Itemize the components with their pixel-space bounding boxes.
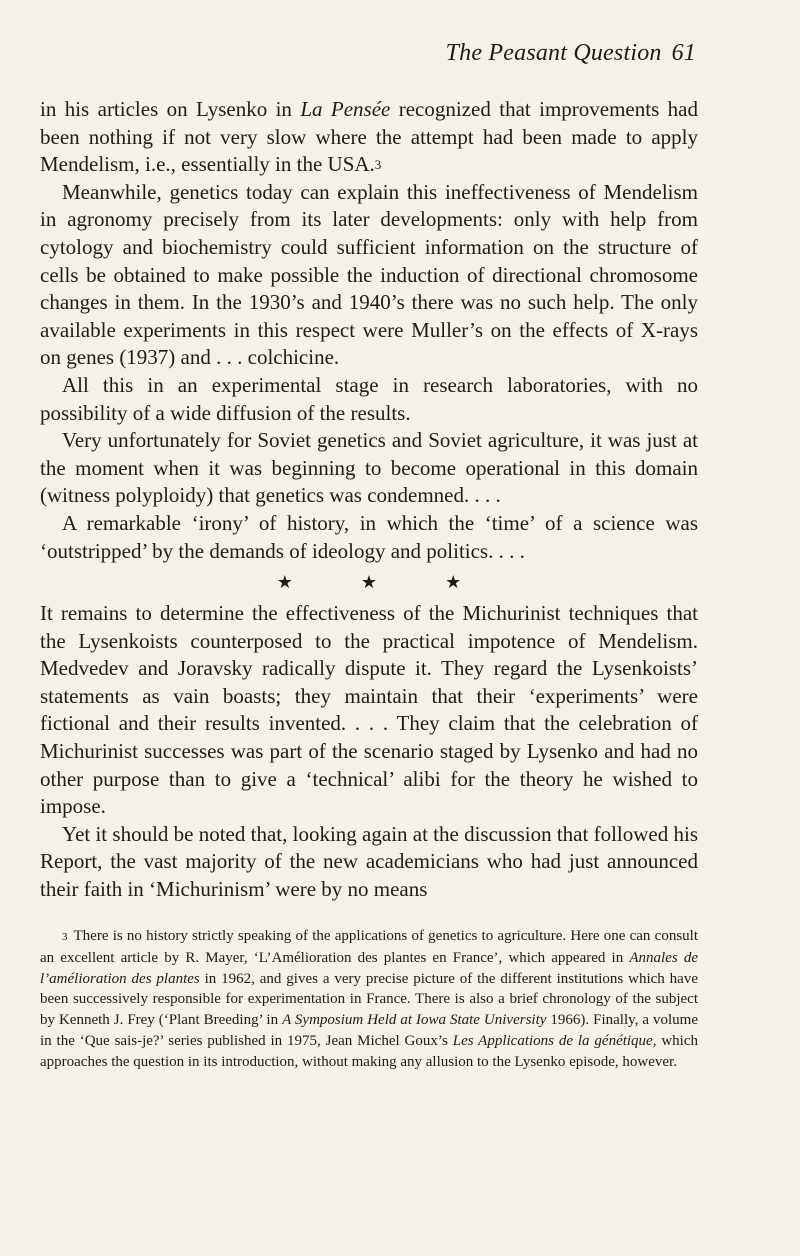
paragraph-2: Meanwhile, genetics today can explain this ineffectiveness of Mendelism in agronomy precisely from its later developments: only with help from cytology and biochemistry could sufficient information on the structure of cells be obtained to make possible the induction of directional chromosome changes in them. In the 1930’s and 1940’s there was no such help. The only available experiments in this respect were Muller’s on the effects of X-rays on genes (1937) and . . . colchicine. [40,179,698,370]
paragraph-1-rest: recognized that improvements had been nothing if not very slow where the attempt had been made to apply Mendelism, i.e., essentially in the USA. [40,97,698,177]
paragraph-1-text: in his articles on Lysenko in [40,97,301,121]
footnote [40,926,698,1073]
footnote-title-applications: Les Applications de la génétique [452,1032,653,1049]
la-pensee-title: La Pensée [300,97,391,121]
footnote-title-symposium: A Symposium Held at Iowa State University [282,1012,547,1029]
main-text [40,96,698,904]
section-break [40,571,698,593]
footnote-mark: 3 [62,931,68,943]
star-icon: ★ [445,572,462,593]
paragraph-1 [40,96,698,179]
footnote-title-annales: Annales de l’amélioration des plantes [40,949,699,987]
footnote-text-2: in 1962, and gives a very precise picture of the different institutions which have been successively responsible for experimentation in France. There is also a brief chronology of the subject by Kenneth J. Frey (‘Plant Breeding’ in [40,970,698,1029]
running-head-title: The Peasant Question [445,40,662,66]
footnote-reference[interactable]: 3 [374,157,382,173]
paragraph-6: It remains to determine the effectiveness of the Michurinist techniques that the Lysenkoists counterposed to the practical impotence of Mendelism. Medvedev and Joravsky radically dispute it. They regard the Lysenkoists’ statements as vain boasts; they maintain that their ‘experiments’ were fictional and their results invented. . . . They claim that the celebration of Michurinist successes was part of the scenario staged by Lysenko and had no other purpose than to give a ‘technical’ alibi for the theory he wished to impose. [40,601,698,819]
footnote-text-4: , which approaches the question in its introduction, without making any allusion to the Lysenko episode, however. [40,1032,698,1070]
paragraph-3: All this in an experimental stage in research laboratories, with no possibility of a wide diffusion of the results. [40,372,698,425]
running-head [446,40,696,67]
footnote-3 [40,926,698,1073]
paragraph-5: A remarkable ‘irony’ of history, in which the ‘time’ of a science was ‘outstripped’ by the demands of ideology and politics. . . . [40,510,698,563]
page-number: 61 [671,40,696,66]
footnote-text-1: There is no history strictly speaking of the applications of genetics to agriculture. Here one can consult an excellent article by R. Mayer, ‘L’Amélioration des plantes en France’, which appeared in [40,928,698,966]
footnote-text-3: 1966). Finally, a volume in the ‘Que sais-je?’ series published in 1975, Jean Michel Goux’s [40,1012,698,1049]
paragraph-4: Very unfortunately for Soviet genetics and Soviet agriculture, it was just at the moment when it was beginning to become operational in this domain (witness polyploidy) that genetics was condemned. . . . [40,428,698,508]
star-icon: ★ [276,572,293,593]
paragraph-7: Yet it should be noted that, looking again at the discussion that followed his Report, the vast majority of the new academicians who had just announced their faith in ‘Michurinism’ were by no means [40,821,698,902]
star-icon: ★ [360,572,378,593]
